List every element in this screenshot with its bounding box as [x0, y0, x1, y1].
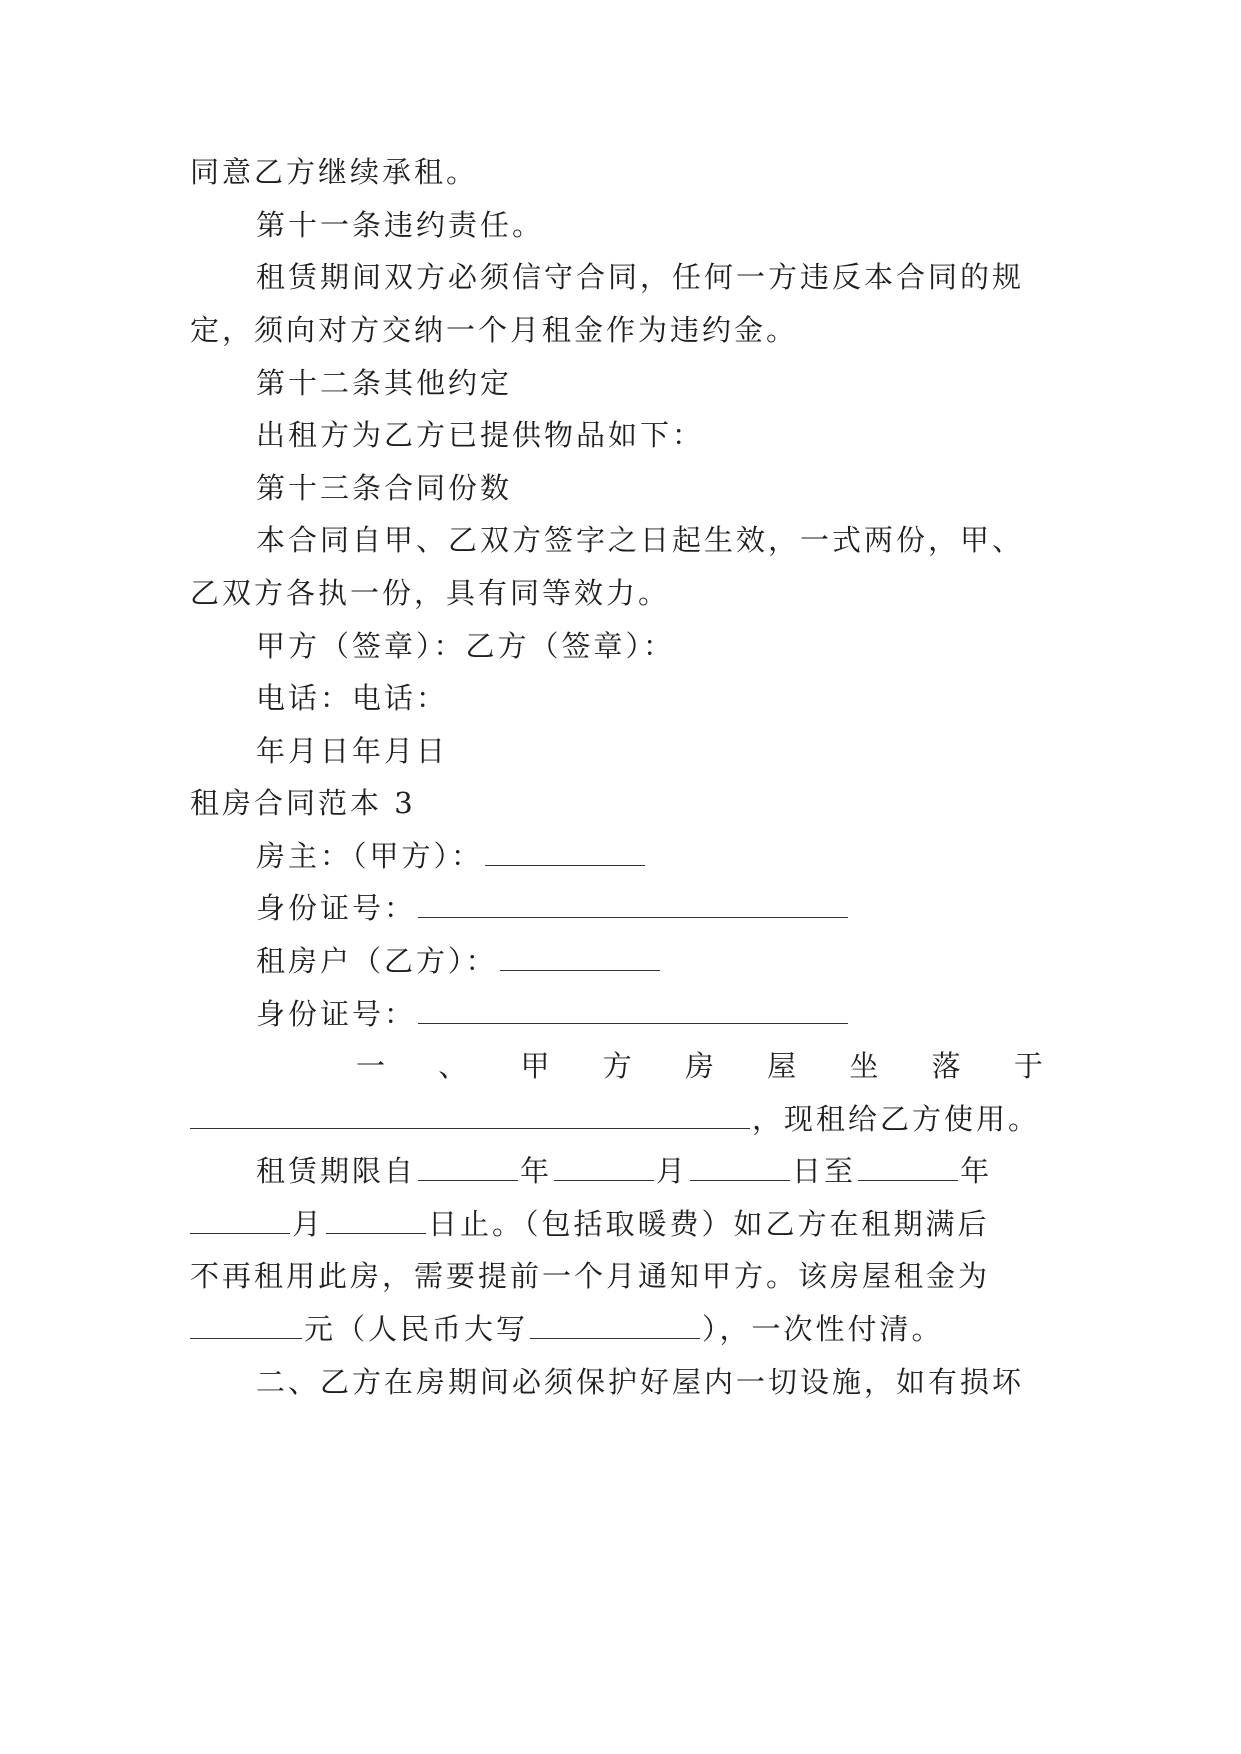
blank-field — [485, 841, 645, 866]
text-line: 定，须向对方交纳一个月租金作为违约金。 — [190, 313, 799, 347]
term-label: 租赁期限自 — [256, 1154, 417, 1188]
address-tail: ，现租给乙方使用。 — [752, 1102, 1041, 1136]
blank-field — [530, 1314, 700, 1339]
landlord-label: 房主：（甲方）： — [256, 839, 484, 873]
tenant-line — [256, 939, 662, 980]
text-line: 第十三条合同份数 — [256, 471, 513, 505]
text-line: 年月日年月日 — [256, 734, 449, 768]
id-label: 身份证号： — [256, 891, 417, 925]
id-line — [256, 886, 850, 927]
rent-tail: ），一次性付清。 — [702, 1312, 944, 1346]
month-label: 月 — [292, 1207, 325, 1241]
char: 、 — [438, 1049, 471, 1083]
char: 一 — [356, 1049, 389, 1083]
tenant-label: 租房户（乙方）： — [256, 944, 498, 978]
char: 落 — [931, 1049, 964, 1083]
rent-line — [190, 1307, 944, 1348]
char: 于 — [1013, 1049, 1046, 1083]
rent-label: 元（人民币大写 — [304, 1312, 529, 1346]
blank-field — [690, 1156, 790, 1181]
text-line: 同意乙方继续承租。 — [190, 155, 479, 189]
id-line — [256, 992, 850, 1033]
year-label: 年 — [520, 1154, 553, 1188]
blank-field — [326, 1209, 426, 1234]
day-to-label: 日至 — [792, 1154, 857, 1188]
spread-line — [256, 1044, 1046, 1085]
blank-field — [190, 1314, 302, 1339]
term-text: 日止。（包括取暖费）如乙方在租期满后 — [428, 1207, 990, 1241]
blank-field — [418, 893, 848, 918]
blank-field — [554, 1156, 654, 1181]
section-title: 租房合同范本 3 — [190, 786, 416, 820]
blank-field — [500, 946, 660, 971]
text-line: 本合同自甲、乙双方签字之日起生效，一式两份，甲、 — [256, 523, 1025, 557]
blank-field — [190, 1104, 750, 1129]
text-line: 出租方为乙方已提供物品如下： — [256, 418, 705, 452]
char: 甲 — [520, 1049, 553, 1083]
blank-field — [418, 999, 848, 1024]
text-line: 不再租用此房，需要提前一个月通知甲方。该房屋租金为 — [190, 1259, 991, 1293]
address-line — [190, 1097, 1040, 1138]
text-line: 租赁期间双方必须信守合同，任何一方违反本合同的规 — [256, 260, 1025, 294]
blank-field — [418, 1156, 518, 1181]
term-line — [256, 1149, 992, 1190]
blank-field — [190, 1209, 290, 1234]
term-line-2 — [190, 1202, 990, 1243]
month-label: 月 — [656, 1154, 689, 1188]
year-label: 年 — [960, 1154, 993, 1188]
char: 屋 — [767, 1049, 800, 1083]
char: 坐 — [849, 1049, 882, 1083]
text-line: 甲方（签章）：乙方（签章）： — [256, 629, 676, 663]
char: 房 — [684, 1049, 717, 1083]
blank-field — [858, 1156, 958, 1181]
text-line: 第十一条违约责任。 — [256, 208, 545, 242]
landlord-line — [256, 834, 647, 875]
text-line: 二、乙方在房期间必须保护好屋内一切设施，如有损坏 — [256, 1365, 1025, 1399]
text-line: 电话：电话： — [256, 681, 449, 715]
text-line: 乙双方各执一份，具有同等效力。 — [190, 576, 671, 610]
id-label: 身份证号： — [256, 997, 417, 1031]
text-line: 第十二条其他约定 — [256, 366, 513, 400]
char: 方 — [602, 1049, 635, 1083]
